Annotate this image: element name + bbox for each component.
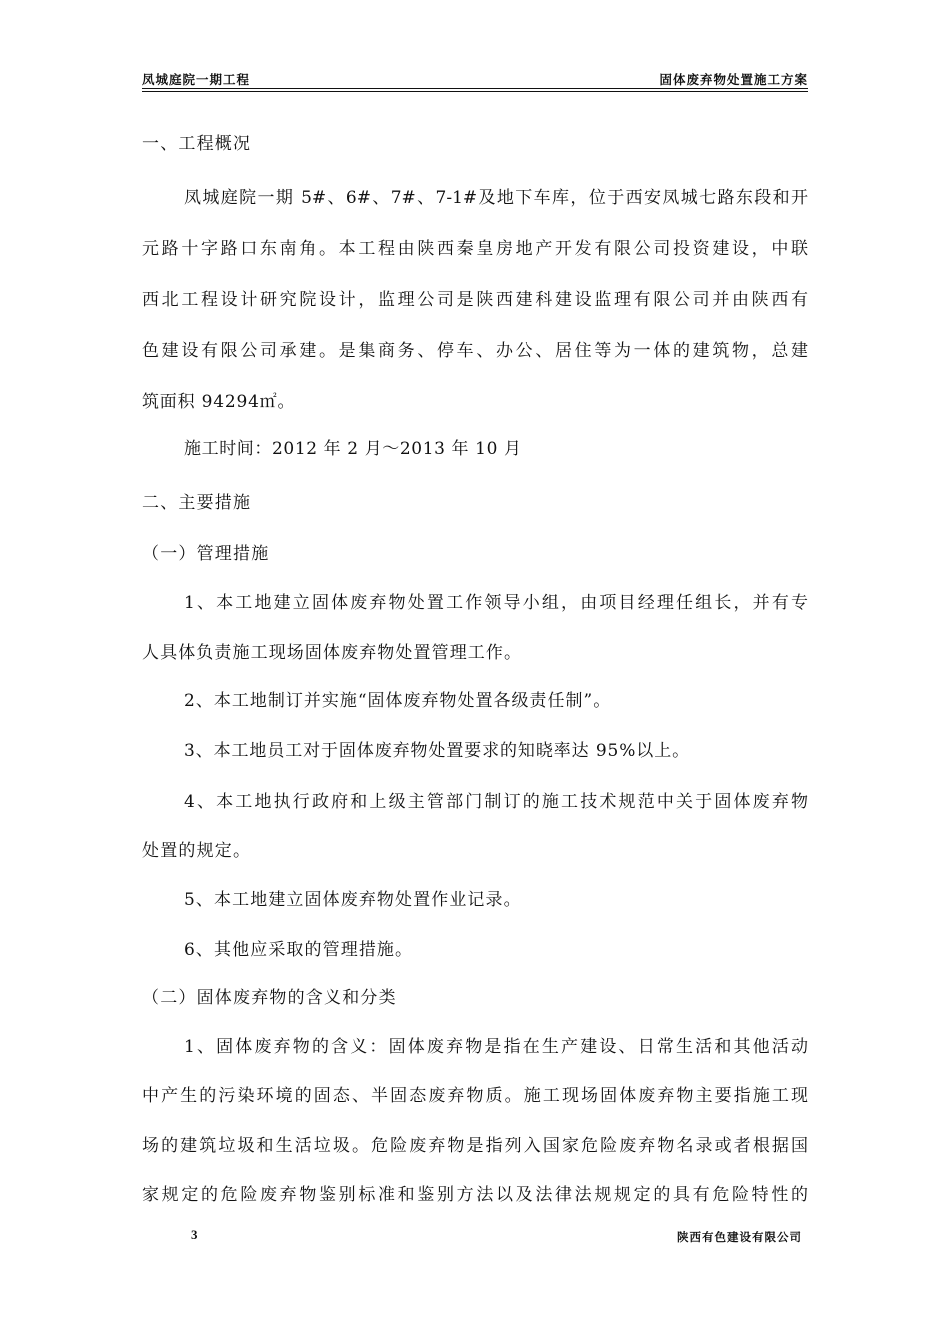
header-document-title: 固体废弃物处置施工方案 [659,72,808,87]
list-item: 3、本工地员工对于固体废弃物处置要求的知晓率达 95%以上。 [184,741,691,761]
page-number: 3 [191,1227,198,1242]
paragraph-line: 凤城庭院一期 5#、6#、7#、7-1#及地下车库，位于西安凤城七路东段和开 [184,188,808,208]
list-item: 6、其他应采取的管理措施。 [184,940,414,960]
paragraph-line: 1、固体废弃物的含义：固体废弃物是指在生产建设、日常生活和其他活动 [184,1037,808,1057]
header-rule [142,88,808,89]
list-item: 2、本工地制订并实施“固体废弃物处置各级责任制”。 [184,691,612,711]
subsection-heading-management: （一）管理措施 [142,544,270,564]
list-item: 5、本工地建立固体废弃物处置作业记录。 [184,890,522,910]
header-rule-thin [142,91,808,92]
paragraph-line: 色建设有限公司承建。是集商务、停车、办公、居住等为一体的建筑物，总建 [142,341,808,361]
paragraph-line: 筑面积 94294㎡。 [142,392,296,412]
section-heading-measures: 二、主要措施 [142,493,252,513]
subsection-heading-definition: （二）固体废弃物的含义和分类 [142,988,397,1008]
list-item-continuation: 处置的规定。 [142,841,252,861]
section-heading-overview: 一、工程概况 [142,134,252,154]
list-item-continuation: 人具体负责施工现场固体废弃物处置管理工作。 [142,643,523,663]
header-project-name: 凤城庭院一期工程 [142,72,251,87]
paragraph-line: 元路十字路口东南角。本工程由陕西秦皇房地产开发有限公司投资建设，中联 [142,239,808,259]
paragraph-line: 西北工程设计研究院设计，监理公司是陕西建科建设监理有限公司并由陕西有 [142,290,808,310]
paragraph-line: 场的建筑垃圾和生活垃圾。危险废弃物是指列入国家危险废弃物名录或者根据国 [142,1136,808,1156]
footer-company-name: 陕西有色建设有限公司 [677,1230,802,1244]
paragraph-line: 家规定的危险废弃物鉴别标准和鉴别方法以及法律法规规定的具有危险特性的 [142,1185,808,1205]
construction-period: 施工时间：2012 年 2 月～2013 年 10 月 [184,439,522,459]
list-item: 4、本工地执行政府和上级主管部门制订的施工技术规范中关于固体废弃物 [184,792,808,812]
page-header [142,70,808,88]
list-item: 1、本工地建立固体废弃物处置工作领导小组，由项目经理任组长，并有专 [184,593,808,613]
paragraph-line: 中产生的污染环境的固态、半固态废弃物质。施工现场固体废弃物主要指施工现 [142,1086,808,1106]
